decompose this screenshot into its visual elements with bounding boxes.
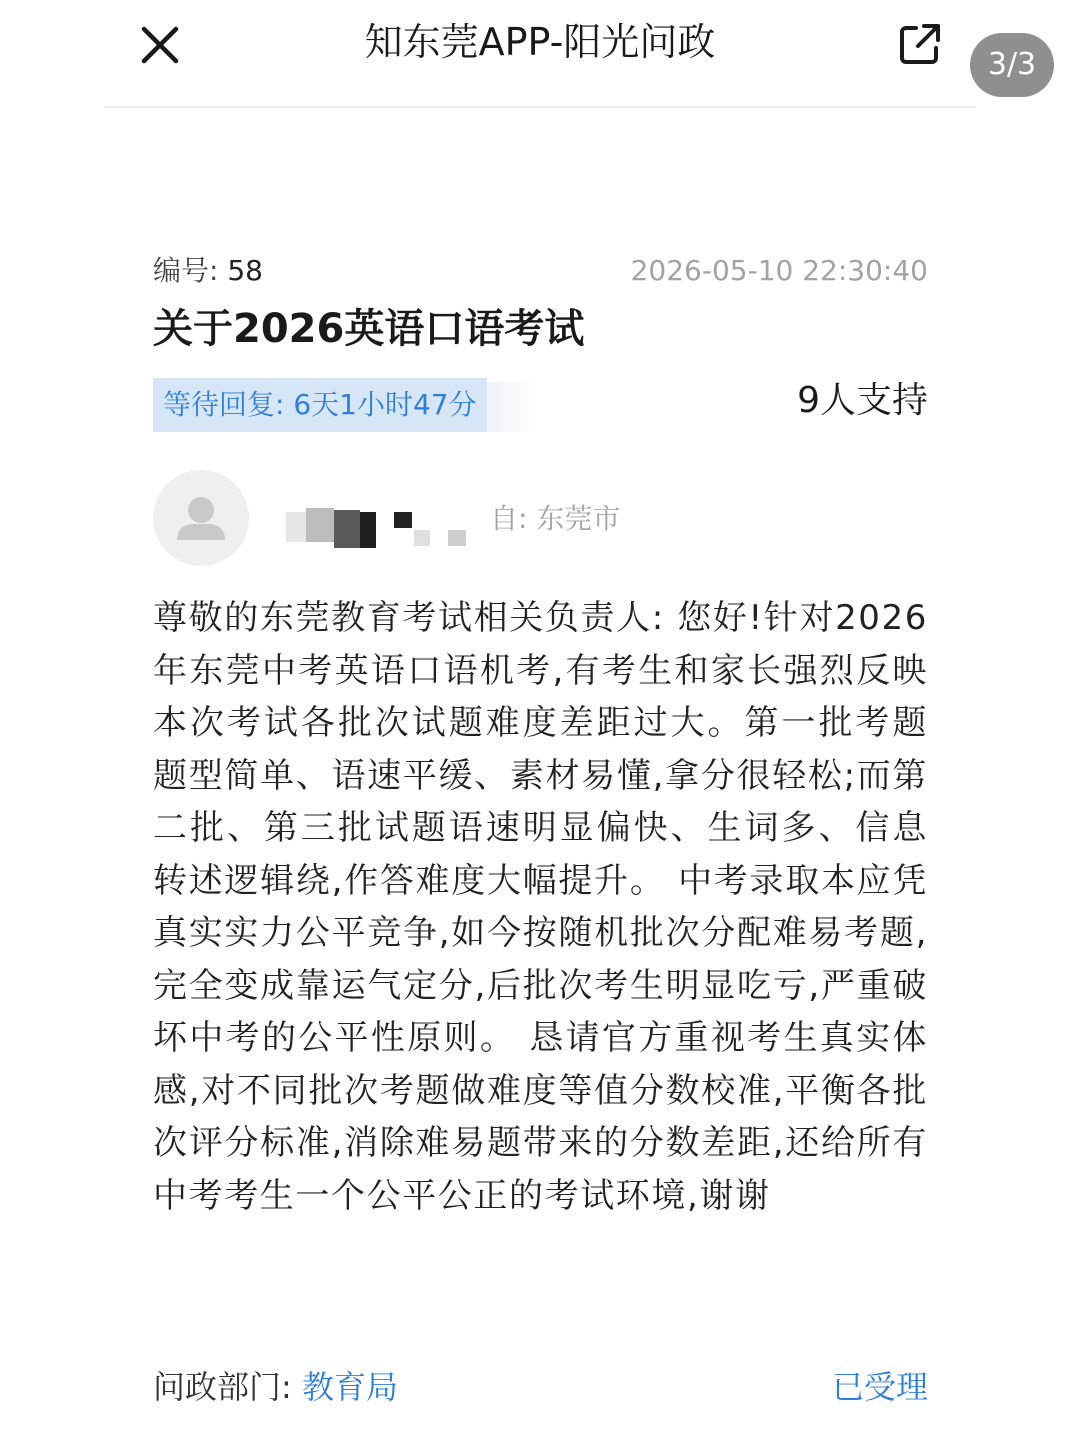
- serial-redaction: [265, 254, 293, 290]
- share-button[interactable]: [896, 20, 944, 68]
- support-count[interactable]: 9人支持: [797, 380, 928, 421]
- processing-status[interactable]: 已受理: [831, 1368, 928, 1406]
- user-avatar-icon: [153, 470, 249, 566]
- author-location: 自: 东莞市: [490, 502, 621, 535]
- page-title: 知东莞APP-阳光问政: [364, 20, 716, 64]
- department-label: 问政部门:: [153, 1368, 292, 1406]
- serial-label: 编号:: [153, 254, 219, 287]
- top-nav-bar: [104, 0, 976, 108]
- post-title: 关于2026英语口语考试: [153, 306, 585, 352]
- post-timestamp: 2026-05-10 22:30:40: [630, 254, 928, 287]
- serial-number: [153, 250, 263, 292]
- author-name-redacted: [286, 508, 482, 550]
- post-content: 尊敬的东莞教育考试相关负责人: 您好!针对2026年东莞中考英语口语机考,有考生和家长强烈反映本次考试各批次试题难度差距过大。第一批考题题型简单、语速平缓、素材易懂,拿分很轻松;而第二批、第三批试题语速明显偏快、生词多、信息转述逻辑绕,作答难度大幅提升。 中考录取本应凭真实实力公平竞争,如今按随机批次分配难易考题,完全变成靠运气定分,后批次考生明显吃亏,严重破坏中考的公平性原则。 恳请官方重视考生真实体感,对不同批次考题做难度等值分数校准,平衡各批次评分标准,消除难易题带来的分数差距,还给所有中考考生一个公平公正的考试环境,谢谢: [153, 598, 928, 1216]
- department-row: [153, 1362, 398, 1412]
- serial-value: 58: [227, 254, 263, 287]
- avatar: [153, 470, 249, 566]
- wait-status-badge: 等待回复: 6天1小时47分: [153, 378, 487, 432]
- wait-status-redaction: [487, 382, 539, 432]
- page-indicator-badge: 3/3: [970, 33, 1054, 97]
- external-share-icon: [896, 20, 944, 68]
- department-link[interactable]: 教育局: [301, 1368, 398, 1406]
